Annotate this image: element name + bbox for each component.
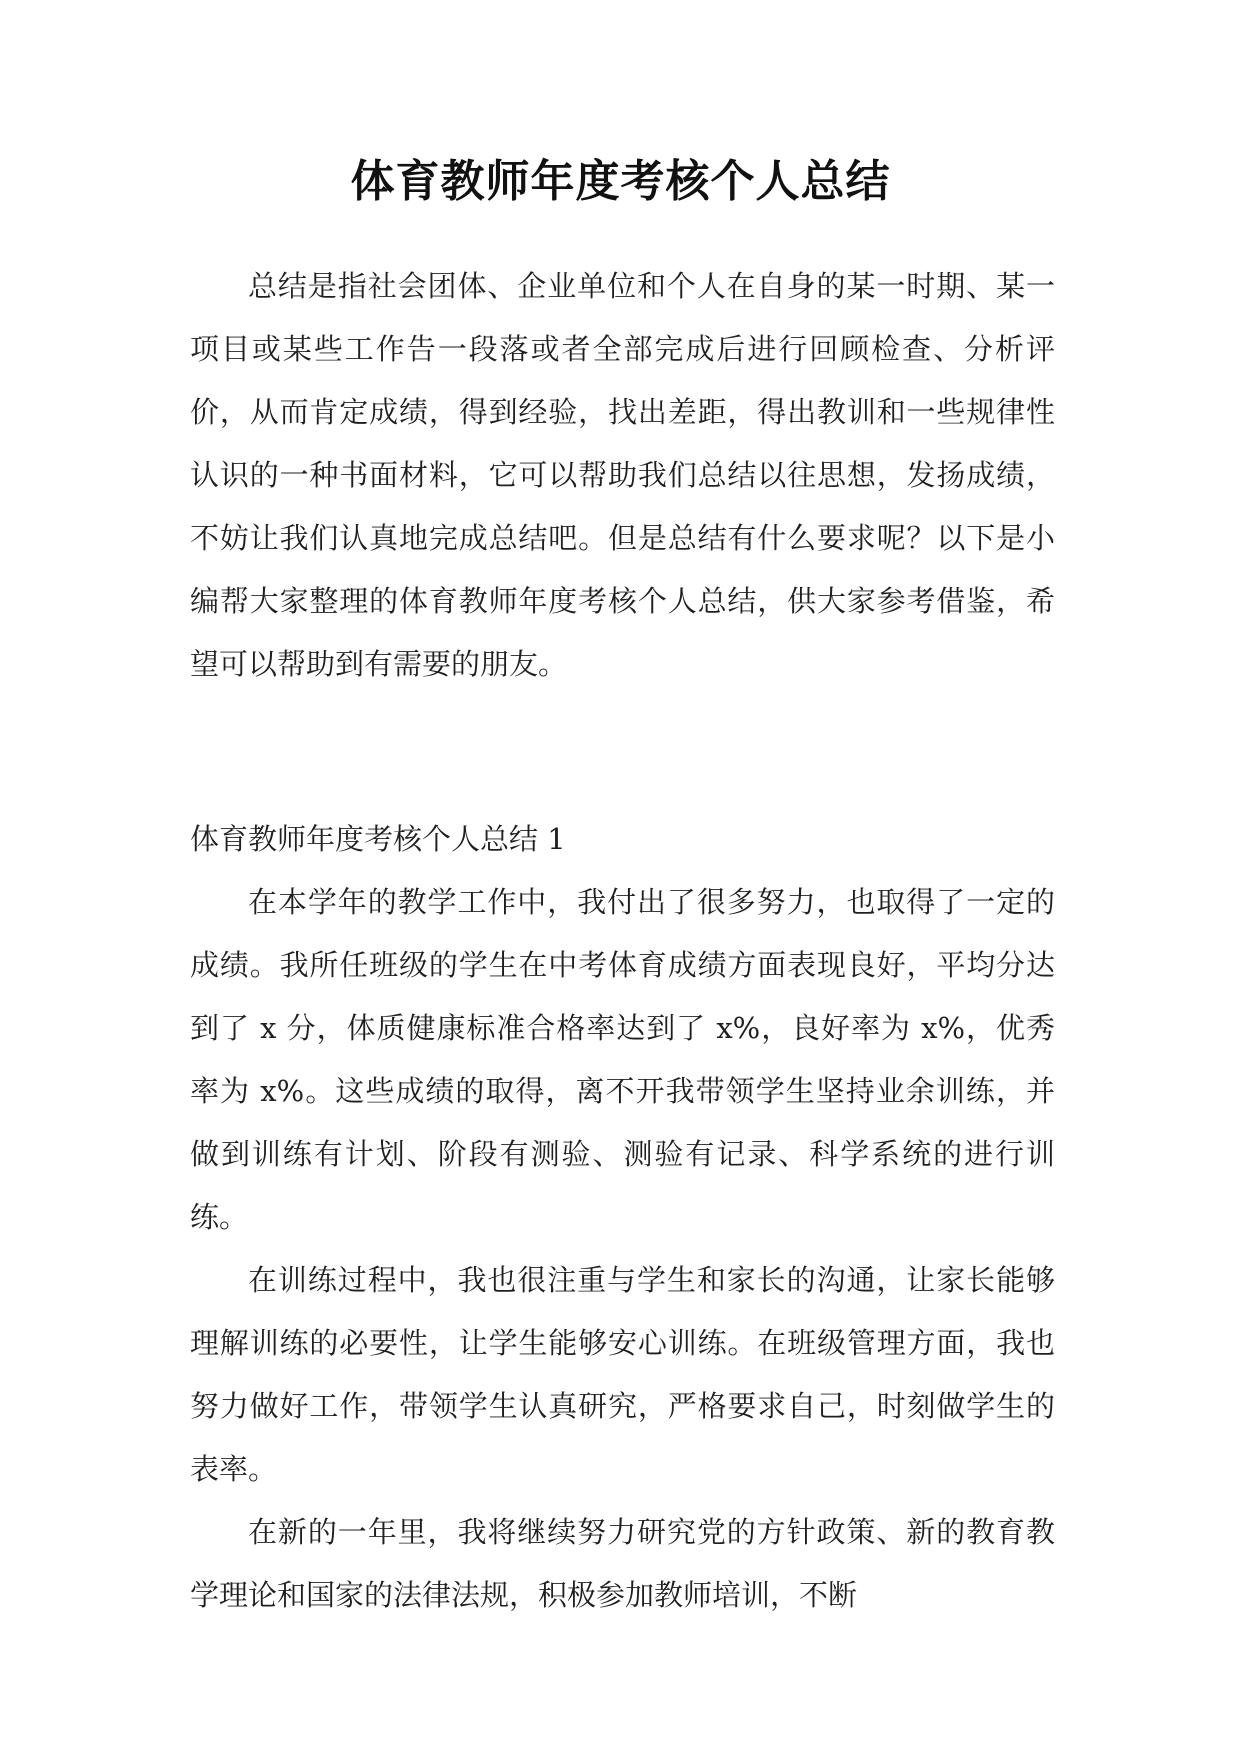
document-title: 体育教师年度考核个人总结 — [350, 156, 891, 207]
section-heading: 体育教师年度考核个人总结 1 — [190, 822, 566, 856]
section-1 — [190, 808, 1055, 1627]
intro-paragraph: 总结是指社会团体、企业单位和个人在自身的某一时期、某一项目或某些工作告一段落或者全部完成后进行回顾检查、分析评价，从而肯定成绩，得到经验，找出差距，得出教训和一些规律性认识的一种书面材料，它可以帮助我们总结以往思想，发扬成绩，不妨让我们认真地完成总结吧。但是总结有什么要求呢？以下是小编帮大家整理的体育教师年度考核个人总结，供大家参考借鉴，希望可以帮助到有需要的朋友。 — [190, 269, 1055, 681]
body-paragraph-3: 在新的一年里，我将继续努力研究党的方针政策、新的教育教学理论和国家的法律法规，积极参加教师培训，不断 — [190, 1515, 1055, 1612]
body-paragraph-2: 在训练过程中，我也很注重与学生和家长的沟通，让家长能够理解训练的必要性，让学生能够安心训练。在班级管理方面，我也努力做好工作，带领学生认真研究，严格要求自己，时刻做学生的表率。 — [190, 1263, 1055, 1486]
body-paragraph-1: 在本学年的教学工作中，我付出了很多努力，也取得了一定的成绩。我所任班级的学生在中考体育成绩方面表现良好，平均分达到了 x 分，体质健康标准合格率达到了 x%，良好率为 x%，优秀率为 x%。这些成绩的取得，离不开我带领学生坚持业余训练，并做到训练有计划、阶段有测验、测验有记录、科学系统的进行训练。 — [190, 885, 1055, 1234]
intro-block — [190, 255, 1055, 696]
